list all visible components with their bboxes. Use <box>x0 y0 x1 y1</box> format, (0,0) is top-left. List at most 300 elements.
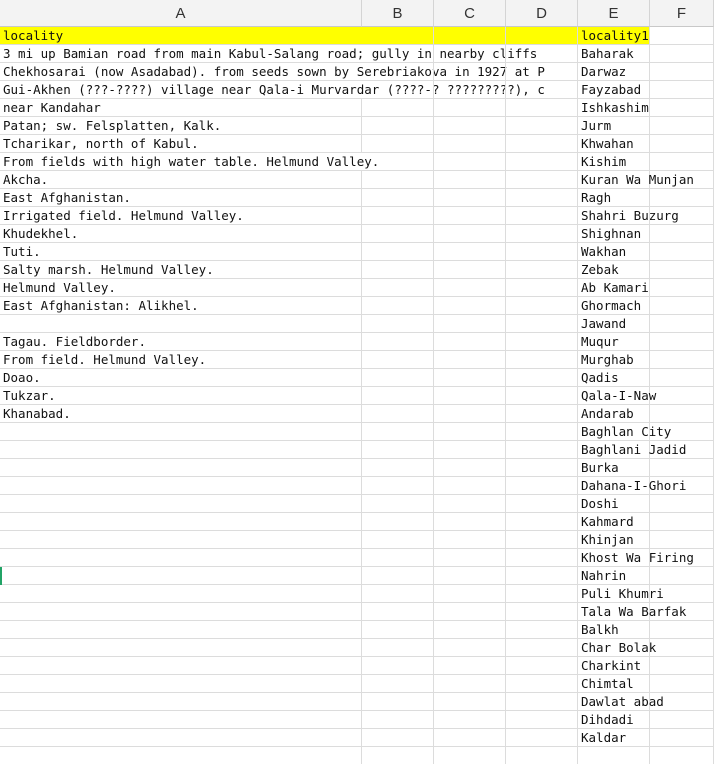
cell-b36[interactable] <box>362 657 434 675</box>
gridline <box>505 423 506 441</box>
cell-f39[interactable] <box>650 711 714 729</box>
cell-f12[interactable] <box>650 225 714 243</box>
gridline <box>361 531 362 549</box>
gridline <box>361 351 362 369</box>
cell-e5[interactable]: Ishkashim <box>578 99 650 117</box>
gridline <box>505 531 506 549</box>
cell-d5[interactable] <box>506 99 578 117</box>
cell-b37[interactable] <box>362 675 434 693</box>
cell-f14[interactable] <box>650 261 714 279</box>
cell-c22[interactable] <box>434 405 506 423</box>
cell-a9[interactable]: Akcha. <box>0 171 578 189</box>
cell-a7[interactable]: Tcharikar, north of Kabul. <box>0 135 578 153</box>
gridline <box>433 495 434 513</box>
cell-d16[interactable] <box>506 297 578 315</box>
cell-e24[interactable]: Baghlani Jadid <box>578 441 650 459</box>
cell-c1[interactable] <box>434 27 506 45</box>
cell-f22[interactable] <box>650 405 714 423</box>
cell-d3[interactable] <box>506 63 578 81</box>
cell-c24[interactable] <box>434 441 506 459</box>
cell-c35[interactable] <box>434 639 506 657</box>
cell-e37[interactable]: Chimtal <box>578 675 650 693</box>
cell-f40[interactable] <box>650 729 714 747</box>
gridline <box>361 423 362 441</box>
cell-c26[interactable] <box>434 477 506 495</box>
gridline <box>433 603 434 621</box>
cell-c16[interactable] <box>434 297 506 315</box>
cell-d36[interactable] <box>506 657 578 675</box>
cell-c39[interactable] <box>434 711 506 729</box>
column-header-f[interactable]: F <box>650 0 714 27</box>
cell-c38[interactable] <box>434 693 506 711</box>
cell-d17[interactable] <box>506 315 578 333</box>
gridline <box>505 135 506 153</box>
cell-f34[interactable] <box>650 621 714 639</box>
cell-e34[interactable]: Balkh <box>578 621 650 639</box>
gridline <box>505 477 506 495</box>
cell-b18[interactable] <box>362 333 434 351</box>
cell-b23[interactable] <box>362 423 434 441</box>
cell-d31[interactable] <box>506 567 578 585</box>
gridline <box>361 369 362 387</box>
cell-c40[interactable] <box>434 729 506 747</box>
cell-f28[interactable] <box>650 513 714 531</box>
cell-d7[interactable] <box>506 135 578 153</box>
gridline <box>433 99 434 117</box>
cell-d32[interactable] <box>506 585 578 603</box>
cell-a14[interactable]: Salty marsh. Helmund Valley. <box>0 261 578 279</box>
cell-f13[interactable] <box>650 243 714 261</box>
cell-b30[interactable] <box>362 549 434 567</box>
cell-d12[interactable] <box>506 225 578 243</box>
cell-b8[interactable] <box>362 153 434 171</box>
cell-e1[interactable]: locality1 <box>578 27 650 45</box>
cell-b38[interactable] <box>362 693 434 711</box>
gridline <box>433 135 434 153</box>
gridline <box>361 513 362 531</box>
gridline <box>361 297 362 315</box>
gridline <box>361 207 362 225</box>
gridline <box>433 207 434 225</box>
cell-d14[interactable] <box>506 261 578 279</box>
gridline <box>433 261 434 279</box>
cell-c27[interactable] <box>434 495 506 513</box>
gridline <box>433 369 434 387</box>
gridline <box>505 675 506 693</box>
cell-f21[interactable] <box>650 387 714 405</box>
cell-b6[interactable] <box>362 117 434 135</box>
cell-e29[interactable]: Khinjan <box>578 531 650 549</box>
cell-d2[interactable] <box>506 45 578 63</box>
cell-d26[interactable] <box>506 477 578 495</box>
cell-a13[interactable]: Tuti. <box>0 243 578 261</box>
gridline <box>361 135 362 153</box>
gridline <box>433 675 434 693</box>
cell-d10[interactable] <box>506 189 578 207</box>
cell-f6[interactable] <box>650 117 714 135</box>
cell-d23[interactable] <box>506 423 578 441</box>
cell-e13[interactable]: Wakhan <box>578 243 650 261</box>
cell-c11[interactable] <box>434 207 506 225</box>
cell-b15[interactable] <box>362 279 434 297</box>
gridline <box>433 279 434 297</box>
cell-c3[interactable] <box>434 63 506 81</box>
cell-f3[interactable] <box>650 63 714 81</box>
cell-e35[interactable]: Char Bolak <box>578 639 650 657</box>
cell-b7[interactable] <box>362 135 434 153</box>
cell-a15[interactable]: Helmund Valley. <box>0 279 578 297</box>
cell-a20[interactable]: Doao. <box>0 369 578 387</box>
cell-b24[interactable] <box>362 441 434 459</box>
cell-f8[interactable] <box>650 153 714 171</box>
gridline <box>361 387 362 405</box>
cell-b16[interactable] <box>362 297 434 315</box>
cell-a6[interactable]: Patan; sw. Felsplatten, Kalk. <box>0 117 578 135</box>
cell-f25[interactable] <box>650 459 714 477</box>
gridline <box>505 279 506 297</box>
cell-b19[interactable] <box>362 351 434 369</box>
cell-b9[interactable] <box>362 171 434 189</box>
cell-c34[interactable] <box>434 621 506 639</box>
cell-c9[interactable] <box>434 171 506 189</box>
cell-b34[interactable] <box>362 621 434 639</box>
gridline <box>433 747 434 764</box>
cell-f15[interactable] <box>650 279 714 297</box>
cell-e26[interactable]: Dahana-I-Ghori <box>578 477 650 495</box>
cell-e32[interactable]: Puli Khumri <box>578 585 650 603</box>
cell-a21[interactable]: Tukzar. <box>0 387 578 405</box>
gridline <box>361 621 362 639</box>
cell-b33[interactable] <box>362 603 434 621</box>
gridline <box>505 333 506 351</box>
cell-c30[interactable] <box>434 549 506 567</box>
cell-c23[interactable] <box>434 423 506 441</box>
cell-f16[interactable] <box>650 297 714 315</box>
cell-e27[interactable]: Doshi <box>578 495 650 513</box>
cell-a8[interactable]: From fields with high water table. Helmund Valley. <box>0 153 578 171</box>
cell-e21[interactable]: Qala-I-Naw <box>578 387 650 405</box>
gridline <box>505 153 506 171</box>
cell-b12[interactable] <box>362 225 434 243</box>
cell-d38[interactable] <box>506 693 578 711</box>
cell-f1[interactable] <box>650 27 714 45</box>
cell-e20[interactable]: Qadis <box>578 369 650 387</box>
cell-b5[interactable] <box>362 99 434 117</box>
cell-b29[interactable] <box>362 531 434 549</box>
cell-f2[interactable] <box>650 45 714 63</box>
cell-e3[interactable]: Darwaz <box>578 63 650 81</box>
gridline <box>361 639 362 657</box>
cell-b35[interactable] <box>362 639 434 657</box>
cell-c20[interactable] <box>434 369 506 387</box>
cell-f37[interactable] <box>650 675 714 693</box>
cell-d28[interactable] <box>506 513 578 531</box>
cell-c15[interactable] <box>434 279 506 297</box>
cell-b20[interactable] <box>362 369 434 387</box>
cell-c31[interactable] <box>434 567 506 585</box>
gridline <box>505 729 506 747</box>
cell-d15[interactable] <box>506 279 578 297</box>
cell-e30[interactable]: Khost Wa Firing <box>578 549 650 567</box>
gridline <box>433 531 434 549</box>
cell-d20[interactable] <box>506 369 578 387</box>
cell-d39[interactable] <box>506 711 578 729</box>
cell-a1[interactable]: locality <box>0 27 578 45</box>
gridline <box>433 405 434 423</box>
column-header-d[interactable]: D <box>506 0 578 27</box>
cell-e14[interactable]: Zebak <box>578 261 650 279</box>
cell-e17[interactable]: Jawand <box>578 315 650 333</box>
cell-b11[interactable] <box>362 207 434 225</box>
gridline <box>505 621 506 639</box>
cell-e8[interactable]: Kishim <box>578 153 650 171</box>
gridline <box>361 315 362 333</box>
cell-c18[interactable] <box>434 333 506 351</box>
gridline <box>361 171 362 189</box>
cell-e19[interactable]: Murghab <box>578 351 650 369</box>
gridline <box>505 261 506 279</box>
cell-e6[interactable]: Jurm <box>578 117 650 135</box>
cell-a19[interactable]: From field. Helmund Valley. <box>0 351 578 369</box>
gridline <box>361 567 362 585</box>
gridline <box>505 441 506 459</box>
cell-c36[interactable] <box>434 657 506 675</box>
cell-b26[interactable] <box>362 477 434 495</box>
cell-d9[interactable] <box>506 171 578 189</box>
cell-b39[interactable] <box>362 711 434 729</box>
cell-a10[interactable]: East Afghanistan. <box>0 189 578 207</box>
cell-c17[interactable] <box>434 315 506 333</box>
gridline <box>361 243 362 261</box>
cell-a4[interactable]: Gui-Akhen (???-????) village near Qala-i Murvardar (????-? ?????????), c <box>0 81 578 99</box>
cell-e22[interactable]: Andarab <box>578 405 650 423</box>
cell-c28[interactable] <box>434 513 506 531</box>
cell-d1[interactable] <box>506 27 578 45</box>
cell-d34[interactable] <box>506 621 578 639</box>
cell-e23[interactable]: Baghlan City <box>578 423 650 441</box>
cell-e15[interactable]: Ab Kamari <box>578 279 650 297</box>
cell-f29[interactable] <box>650 531 714 549</box>
gridline <box>505 243 506 261</box>
gridline <box>433 513 434 531</box>
cell-b28[interactable] <box>362 513 434 531</box>
cell-c13[interactable] <box>434 243 506 261</box>
cell-e12[interactable]: Shighnan <box>578 225 650 243</box>
cell-c25[interactable] <box>434 459 506 477</box>
cell-d18[interactable] <box>506 333 578 351</box>
gridline <box>361 279 362 297</box>
cell-c33[interactable] <box>434 603 506 621</box>
cell-f10[interactable] <box>650 189 714 207</box>
cell-e33[interactable]: Tala Wa Barfak <box>578 603 650 621</box>
gridline <box>505 495 506 513</box>
cell-e18[interactable]: Muqur <box>578 333 650 351</box>
cell-e9[interactable]: Kuran Wa Munjan <box>578 171 650 189</box>
gridline <box>433 459 434 477</box>
cell-d27[interactable] <box>506 495 578 513</box>
cell-a16[interactable]: East Afghanistan: Alikhel. <box>0 297 578 315</box>
cell-a12[interactable]: Khudekhel. <box>0 225 578 243</box>
gridline <box>361 405 362 423</box>
cell-d41[interactable] <box>506 747 578 764</box>
gridline <box>433 711 434 729</box>
cell-b3[interactable] <box>362 63 434 81</box>
cell-a3[interactable]: Chekhosarai (now Asadabad). from seeds sown by Serebriakova in 1927 at P <box>0 63 578 81</box>
cell-b14[interactable] <box>362 261 434 279</box>
gridline <box>433 693 434 711</box>
gridline <box>505 711 506 729</box>
cell-c2[interactable] <box>434 45 506 63</box>
cell-d25[interactable] <box>506 459 578 477</box>
cell-c7[interactable] <box>434 135 506 153</box>
cell-b10[interactable] <box>362 189 434 207</box>
cell-e10[interactable]: Ragh <box>578 189 650 207</box>
gridline <box>433 567 434 585</box>
cell-f5[interactable] <box>650 99 714 117</box>
cell-a5[interactable]: near Kandahar <box>0 99 578 117</box>
cell-f35[interactable] <box>650 639 714 657</box>
cell-d35[interactable] <box>506 639 578 657</box>
gridline <box>361 603 362 621</box>
column-header-b[interactable]: B <box>362 0 434 27</box>
cell-c8[interactable] <box>434 153 506 171</box>
gridline <box>433 333 434 351</box>
gridline <box>361 477 362 495</box>
column-header-a[interactable]: A <box>0 0 362 27</box>
cell-e38[interactable]: Dawlat abad <box>578 693 650 711</box>
gridline <box>433 225 434 243</box>
cell-c10[interactable] <box>434 189 506 207</box>
gridline <box>505 207 506 225</box>
gridline <box>361 693 362 711</box>
cell-e11[interactable]: Shahri Buzurg <box>578 207 650 225</box>
cell-b25[interactable] <box>362 459 434 477</box>
cell-e4[interactable]: Fayzabad <box>578 81 650 99</box>
cell-a2[interactable]: 3 mi up Bamian road from main Kabul-Salang road; gully in nearby cliffs <box>0 45 578 63</box>
cell-e39[interactable]: Dihdadi <box>578 711 650 729</box>
cell-d4[interactable] <box>506 81 578 99</box>
cell-a22[interactable]: Khanabad. <box>0 405 578 423</box>
gridline <box>505 369 506 387</box>
gridline <box>505 405 506 423</box>
gridline <box>505 99 506 117</box>
cell-d33[interactable] <box>506 603 578 621</box>
cell-d30[interactable] <box>506 549 578 567</box>
cell-b1[interactable] <box>362 27 434 45</box>
gridline <box>361 261 362 279</box>
active-cell-indicator <box>0 567 2 585</box>
cell-b17[interactable] <box>362 315 434 333</box>
cell-c41[interactable] <box>434 747 506 764</box>
cell-b21[interactable] <box>362 387 434 405</box>
cell-d40[interactable] <box>506 729 578 747</box>
cell-d11[interactable] <box>506 207 578 225</box>
cell-f19[interactable] <box>650 351 714 369</box>
gridline <box>361 225 362 243</box>
gridline <box>505 387 506 405</box>
cell-d22[interactable] <box>506 405 578 423</box>
gridline <box>505 351 506 369</box>
cell-d19[interactable] <box>506 351 578 369</box>
cell-c12[interactable] <box>434 225 506 243</box>
cell-c21[interactable] <box>434 387 506 405</box>
cell-d21[interactable] <box>506 387 578 405</box>
cell-c4[interactable] <box>434 81 506 99</box>
cell-e28[interactable]: Kahmard <box>578 513 650 531</box>
cell-b4[interactable] <box>362 81 434 99</box>
cell-d37[interactable] <box>506 675 578 693</box>
cell-b27[interactable] <box>362 495 434 513</box>
cell-e2[interactable]: Baharak <box>578 45 650 63</box>
cell-c5[interactable] <box>434 99 506 117</box>
cell-f36[interactable] <box>650 657 714 675</box>
cell-b40[interactable] <box>362 729 434 747</box>
cell-c37[interactable] <box>434 675 506 693</box>
cell-f31[interactable] <box>650 567 714 585</box>
cell-f41[interactable] <box>650 747 714 764</box>
cell-a18[interactable]: Tagau. Fieldborder. <box>0 333 578 351</box>
cell-a11[interactable]: Irrigated field. Helmund Valley. <box>0 207 578 225</box>
cell-d8[interactable] <box>506 153 578 171</box>
gridline <box>433 315 434 333</box>
cell-c32[interactable] <box>434 585 506 603</box>
cell-d13[interactable] <box>506 243 578 261</box>
gridline <box>361 549 362 567</box>
gridline <box>505 459 506 477</box>
cell-e25[interactable]: Burka <box>578 459 650 477</box>
cell-c14[interactable] <box>434 261 506 279</box>
cell-b41[interactable] <box>362 747 434 764</box>
cell-e36[interactable]: Charkint <box>578 657 650 675</box>
cell-b13[interactable] <box>362 243 434 261</box>
column-header-e[interactable]: E <box>578 0 650 27</box>
cell-e16[interactable]: Ghormach <box>578 297 650 315</box>
gridline <box>505 567 506 585</box>
cell-c19[interactable] <box>434 351 506 369</box>
gridline <box>433 585 434 603</box>
cell-b32[interactable] <box>362 585 434 603</box>
cell-f27[interactable] <box>650 495 714 513</box>
cell-c29[interactable] <box>434 531 506 549</box>
gridline <box>433 729 434 747</box>
cell-c6[interactable] <box>434 117 506 135</box>
cell-b2[interactable] <box>362 45 434 63</box>
gridline <box>505 189 506 207</box>
column-header-c[interactable]: C <box>434 0 506 27</box>
cell-e7[interactable]: Khwahan <box>578 135 650 153</box>
cell-f17[interactable] <box>650 315 714 333</box>
cell-e40[interactable]: Kaldar <box>578 729 650 747</box>
cell-f18[interactable] <box>650 333 714 351</box>
gridline <box>433 657 434 675</box>
cell-d24[interactable] <box>506 441 578 459</box>
gridline <box>433 297 434 315</box>
gridline <box>505 657 506 675</box>
cell-d29[interactable] <box>506 531 578 549</box>
gridline <box>505 603 506 621</box>
cell-b31[interactable] <box>362 567 434 585</box>
cell-e31[interactable]: Nahrin <box>578 567 650 585</box>
cell-b22[interactable] <box>362 405 434 423</box>
cell-f20[interactable] <box>650 369 714 387</box>
gridline <box>433 189 434 207</box>
cell-f7[interactable] <box>650 135 714 153</box>
cell-f4[interactable] <box>650 81 714 99</box>
cell-d6[interactable] <box>506 117 578 135</box>
cell-e41[interactable] <box>578 747 650 764</box>
gridline <box>433 351 434 369</box>
gridline <box>505 585 506 603</box>
